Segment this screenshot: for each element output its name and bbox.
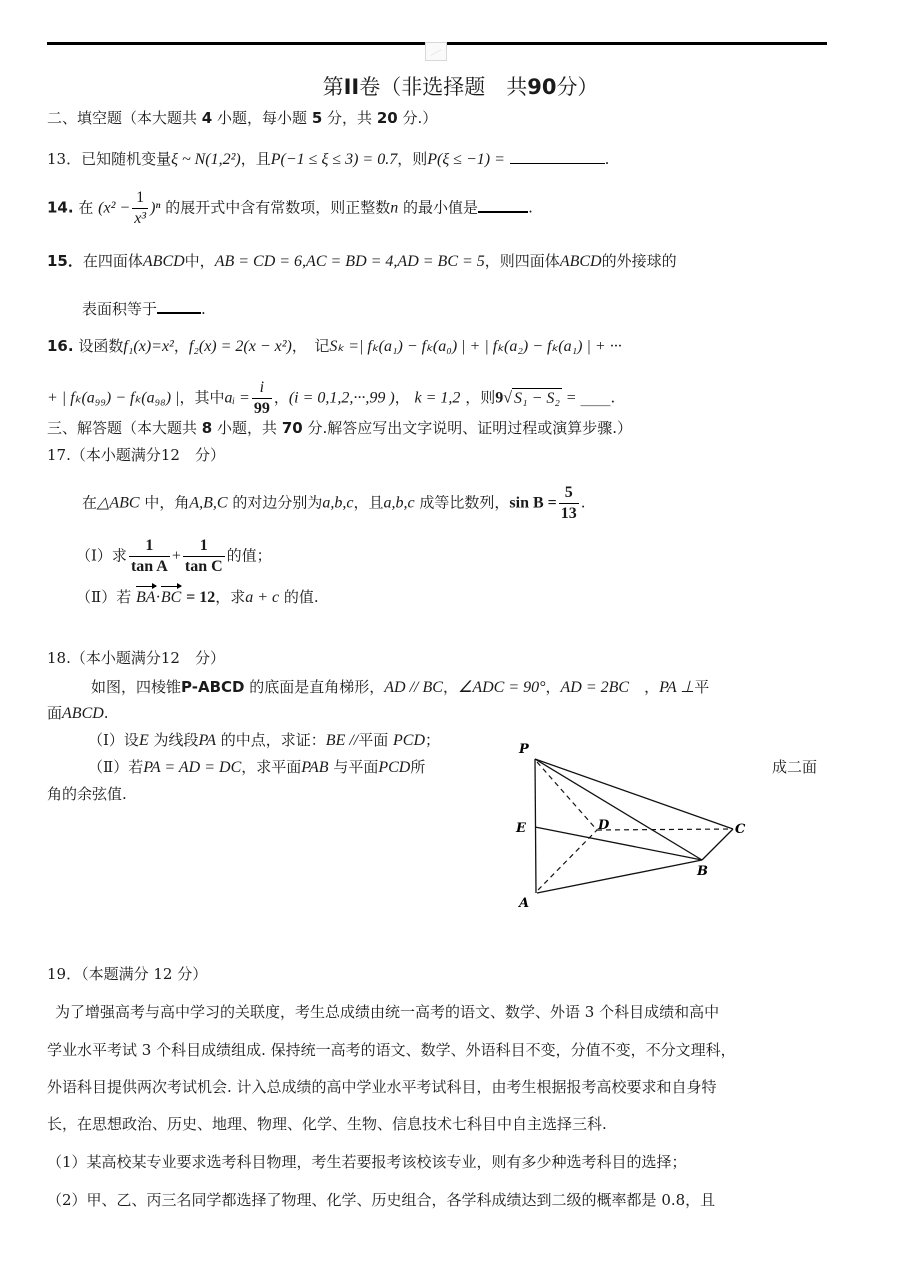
question-header: 19．（本题满分 12 分） <box>47 965 208 983</box>
label-P: P <box>519 742 529 757</box>
question-text: ， <box>629 678 660 696</box>
punct: . <box>528 198 533 217</box>
question-text: ，则四面体 <box>484 252 560 270</box>
math-expr: AD = 2BC <box>560 679 630 696</box>
title-text: 第 <box>322 75 344 99</box>
math-expr: PA <box>198 732 216 749</box>
heading-number: 70 <box>281 419 303 437</box>
question-18-part2-right <box>772 757 817 777</box>
math-expr: = <box>566 389 576 407</box>
heading-text: 分，共 <box>327 109 373 127</box>
heading-number: 8 <box>201 419 213 437</box>
heading-text: 分.解答应写出文字说明、证明过程或演算步骤.） <box>307 419 633 437</box>
question-text: 的值. <box>283 588 319 606</box>
heading-text: 二、填空题（本大题共 <box>47 109 198 127</box>
question-text: ，求平面 <box>241 758 302 776</box>
question-18-part2-line2 <box>47 784 127 804</box>
question-18-part1 <box>88 730 440 751</box>
question-text: 的展开式中含有常数项，则正整数 <box>165 198 391 217</box>
question-text: 在四面体 <box>82 252 143 270</box>
question-17-part2 <box>76 587 319 608</box>
fraction <box>559 483 579 524</box>
answer-blank[interactable] <box>510 149 605 164</box>
edge-BC <box>702 829 733 860</box>
math-expr: = 12 <box>186 589 216 606</box>
heading-number: 5 <box>311 109 323 127</box>
question-text: ， <box>442 678 458 696</box>
question-text: 平面 <box>358 731 389 749</box>
question-17-stem <box>82 483 586 524</box>
title-score: 90 <box>527 75 557 99</box>
question-number: 15． <box>47 252 83 270</box>
question-14 <box>47 188 533 229</box>
answer-blank[interactable] <box>478 197 528 213</box>
heading-text: 分.） <box>402 109 438 127</box>
math-expr: (x² − <box>98 199 131 217</box>
question-header: 18.（本小题满分12 分） <box>47 649 225 667</box>
math-expr: PCD <box>393 732 426 749</box>
question-text: （2）甲、乙、丙三名同学都选择了物理、化学、历史组合，各学科成绩达到二级的概率都是 0.8，且 <box>47 1191 716 1209</box>
math-expr: P-ABCD <box>181 678 245 696</box>
question-text: ， <box>273 388 289 407</box>
part-label: （Ⅱ）若 <box>88 758 144 776</box>
page-title <box>0 74 921 100</box>
title-volume: II <box>343 75 360 99</box>
question-text: 中，角 <box>144 493 190 512</box>
question-19-part1 <box>47 1152 687 1172</box>
math-expr: BE // <box>325 732 359 749</box>
math-expr: Sₖ =| fₖ(a₁) − fₖ(a₀) | + | fₖ(a₂) − fₖ(a₁) | + ··· <box>329 338 622 355</box>
question-18-stem-line2 <box>47 703 109 724</box>
question-text: 已知随机变量 <box>81 150 172 168</box>
math-expr: f₁(x)=x² <box>123 338 174 355</box>
fraction-numerator: 5 <box>559 483 579 504</box>
math-expr: + | fₖ(a₉₉) − fₖ(a₉₈) | <box>47 389 180 407</box>
math-expr: A,B,C <box>189 494 228 512</box>
label-E: E <box>516 821 526 836</box>
question-16-line2: + | fₖ(a₉₉) − fₖ(a₉₈) |，其中aᵢ = $\frac{i}{99}$ ，(i = 0,1,2,···,99 )， k = 1,2 ，则9√ S₁ − S₂ = ____. <box>47 379 616 417</box>
math-expr: a,b,c <box>383 494 415 512</box>
question-17-part1 <box>76 536 272 577</box>
math-expr: E <box>138 732 149 749</box>
fraction-denominator: x³ <box>134 210 147 227</box>
math-expr: PCD <box>378 759 411 776</box>
answer-blank[interactable]: ____ <box>580 388 611 407</box>
question-number: 14. <box>47 198 74 217</box>
part-label: （Ⅱ）若 <box>76 588 132 606</box>
fraction-denominator: 13 <box>560 505 577 522</box>
question-19-header <box>47 964 207 984</box>
math-expr: 9 <box>495 389 504 407</box>
question-text: ，则 <box>397 150 428 168</box>
math-expr: PA ⊥ <box>659 679 695 696</box>
question-text: ， 记 <box>291 337 330 355</box>
question-19-para-line <box>47 1077 717 1097</box>
math-expr: n <box>390 199 399 217</box>
math-expr: sin B = <box>509 494 557 512</box>
question-text: 成二面 <box>772 758 818 776</box>
question-text: ， <box>394 388 410 407</box>
math-expr: · <box>155 589 161 606</box>
sqrt-radicand: S₁ − S₂ <box>514 389 560 407</box>
math-expr: a + c <box>245 589 280 606</box>
question-15 <box>47 251 677 272</box>
math-expr: P(−1 ≤ ξ ≤ 3) = 0.7 <box>270 151 398 168</box>
question-19-para-line <box>47 1114 607 1134</box>
question-text: ， <box>173 337 189 355</box>
label-D: D <box>598 818 610 833</box>
math-expr: (i = 0,1,2,···,99 ) <box>288 389 395 407</box>
fraction-numerator: 1 <box>129 536 170 557</box>
punct: . <box>201 300 206 318</box>
question-number: 16. <box>47 337 74 355</box>
punct: . <box>610 388 616 407</box>
question-13 <box>47 149 609 170</box>
math-expr: ABCD <box>142 253 185 270</box>
label-C: C <box>735 822 746 837</box>
fraction <box>132 188 148 229</box>
question-text: ，则 <box>465 388 496 407</box>
question-text: 与平面 <box>333 758 379 776</box>
math-expr: f₂(x) = 2(x − x²) <box>188 338 292 355</box>
question-text: 为线段 <box>153 731 199 749</box>
section-heading-fill-blank <box>47 108 437 128</box>
edge-EB <box>535 827 702 860</box>
question-18-part2 <box>88 757 425 778</box>
broken-image-icon <box>425 42 447 61</box>
math-expr: △ABC <box>97 494 140 512</box>
math-expr: aᵢ = <box>224 389 250 407</box>
question-text: 中， <box>184 252 215 270</box>
edge-PD-hidden <box>537 762 597 830</box>
paragraph-text: 学业水平考试 3 个科目成绩组成. 保持统一高考的语文、数学、外语科目不变，分值不变，不分文理科， <box>47 1041 736 1059</box>
math-expr: ABCD <box>62 705 104 722</box>
question-text: 的值； <box>226 546 272 565</box>
heading-number: 20 <box>376 109 398 127</box>
question-15-line2 <box>82 298 206 319</box>
math-expr: PAB <box>301 759 329 776</box>
answer-blank[interactable] <box>157 298 201 314</box>
question-text: 在 <box>78 198 94 217</box>
heading-number: 4 <box>201 109 213 127</box>
question-text: ， <box>545 678 561 696</box>
fraction-denominator: 99 <box>253 400 270 417</box>
vector: BA <box>135 589 156 606</box>
question-text: 面 <box>47 704 63 722</box>
edge-AD-hidden <box>538 830 597 890</box>
fraction-numerator: 1 <box>132 188 148 209</box>
question-text: 成等比数列， <box>419 493 510 512</box>
question-text: 设函数 <box>78 337 124 355</box>
punct: . <box>103 704 109 722</box>
question-text: ，且 <box>353 493 384 512</box>
edge-DC-hidden <box>597 829 733 830</box>
paragraph-text: 长，在思想政治、历史、地理、物理、化学、生物、信息技术七科目中自主选择三科. <box>47 1115 607 1133</box>
paragraph-text: 外语科目提供两次考试机会. 计入总成绩的高中学业水平考试科目，由考生根据报考高校要求和自身特 <box>47 1078 717 1096</box>
fraction-numerator: i <box>252 378 272 399</box>
punct: . <box>604 150 610 168</box>
question-text: ，且 <box>240 150 271 168</box>
question-text: 的最小值是 <box>403 198 479 217</box>
math-expr: )ⁿ <box>150 199 161 217</box>
question-header: 17.（本小题满分12 分） <box>47 446 225 464</box>
part-label: （Ⅰ）求 <box>76 546 127 565</box>
math-expr: AD // BC <box>384 679 443 696</box>
math-expr: ∠ADC = 90° <box>457 679 546 696</box>
question-19-part2 <box>47 1190 715 1210</box>
question-16 <box>47 336 622 357</box>
fraction <box>129 536 170 577</box>
question-text: 的中点，求证： <box>220 731 326 749</box>
question-text: 平 <box>694 678 710 696</box>
question-text: 如图，四棱锥 <box>91 678 182 696</box>
title-text: 卷（非选择题 共 <box>359 75 528 99</box>
math-expr: ABCD <box>559 253 602 270</box>
punct: . <box>580 493 586 512</box>
question-number: 13． <box>47 150 82 168</box>
section-heading-solutions <box>47 418 632 438</box>
heading-text: 三、解答题（本大题共 <box>47 419 198 437</box>
math-expr: PA = AD = DC <box>143 759 242 776</box>
edge-PA <box>535 759 536 893</box>
question-19-para-line <box>47 1040 736 1060</box>
fraction <box>183 536 225 577</box>
punct: ； <box>425 731 441 749</box>
question-text: 在 <box>82 493 98 512</box>
question-text: 表面积等于 <box>82 300 158 318</box>
part-label: （Ⅰ）设 <box>88 731 139 749</box>
question-text: 的底面是直角梯形， <box>249 678 385 696</box>
title-text: 分） <box>556 75 599 99</box>
question-19-para-line <box>55 1002 719 1022</box>
fraction <box>252 378 272 419</box>
paragraph-text: 为了增强高考与高中学习的关联度，考生总成绩由统一高考的语文、数学、外语 3 个科目成绩和高中 <box>55 1003 720 1021</box>
fraction-denominator: tan C <box>184 558 223 575</box>
math-expr: k = 1,2 <box>414 389 461 407</box>
vector: BC <box>160 589 182 606</box>
math-expr: ξ ~ N(1,2²) <box>171 151 241 168</box>
question-text: 的对边分别为 <box>232 493 323 512</box>
question-text: 所 <box>410 758 426 776</box>
math-expr: AB = CD = 6,AC = BD = 4,AD = BC = 5 <box>214 253 485 270</box>
label-B: B <box>697 864 708 879</box>
question-text: （1）某高校某专业要求选考科目物理，考生若要报考该校该专业，则有多少种选考科目的选择； <box>47 1153 687 1171</box>
fraction-denominator: tan A <box>130 558 168 575</box>
question-text: 角的余弦值. <box>47 785 127 803</box>
question-17-header <box>47 445 225 465</box>
question-text: 的外接球的 <box>601 252 677 270</box>
question-18-header <box>47 648 225 668</box>
label-A: A <box>519 896 530 911</box>
math-expr: a,b,c <box>322 494 354 512</box>
heading-text: 小题，共 <box>217 419 278 437</box>
fraction-numerator: 1 <box>183 536 225 557</box>
edge-AB <box>537 860 702 893</box>
question-text: ，求 <box>215 588 246 606</box>
math-expr: P(ξ ≤ −1) = <box>427 151 505 168</box>
question-text: ，其中 <box>179 388 225 407</box>
question-18-stem <box>91 677 709 698</box>
math-expr: + <box>171 547 181 565</box>
heading-text: 小题，每小题 <box>217 109 308 127</box>
pyramid-figure <box>505 735 765 920</box>
